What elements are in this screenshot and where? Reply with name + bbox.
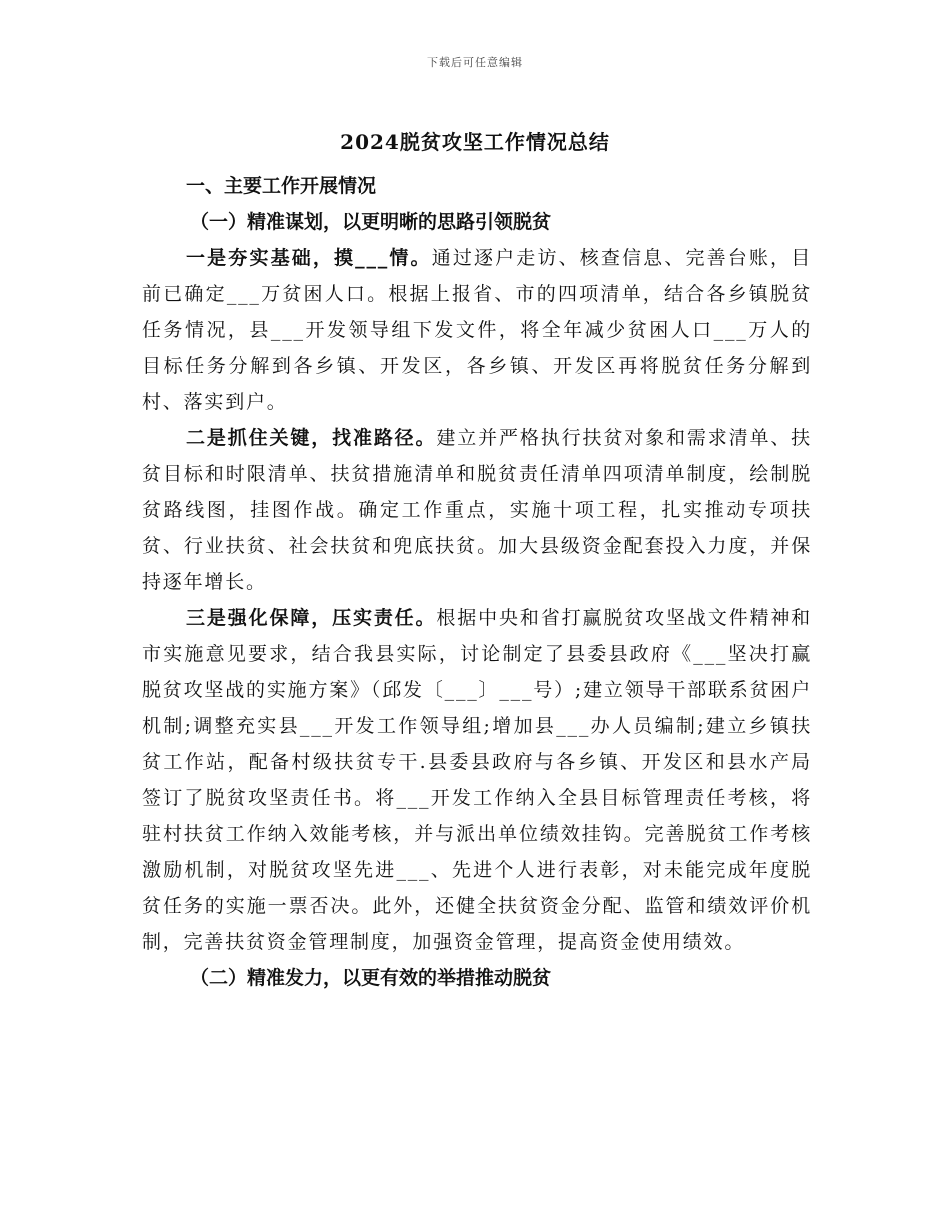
paragraph-2-text: 建立并严格执行扶贫对象和需求清单、扶贫目标和时限清单、扶贫措施清单和脱贫责任清单四项清单制度，绘制脱贫路线图，挂图作战。确定工作重点，实施十项工程，扎实推动专项扶贫、行业扶贫、社会扶贫和兜底扶贫。加大县级资金配套投入力度，并保持逐年增长。 — [142, 427, 812, 593]
paragraph-3-text: 根据中央和省打赢脱贫攻坚战文件精神和市实施意见要求，结合我县实际，讨论制定了县委县政府《___坚决打赢脱贫攻坚战的实施方案》（邱发〔___〕___号）;建立领导干部联系贫困户机制;调整充实县___开发工作领导组;增加县___办人员编制;建立乡镇扶贫工作站，配备村级扶贫专干.县委县政府与各乡镇、开发区和县水产局签订了脱贫攻坚责任书。将___开发工作纳入全县目标管理责任考核，将驻村扶贫工作纳入效能考核，并与派出单位绩效挂钩。完善脱贫工作考核激励机制，对脱贫攻坚先进___、先进个人进行表彰，对未能完成年度脱贫任务的实施一票否决。此外，还健全扶贫资金分配、监管和绩效评价机制，完善扶贫资金管理制度，加强资金管理，提高资金使用绩效。 — [142, 607, 812, 953]
subsection-heading-1: （一）精准谋划，以更明晰的思路引领脱贫 — [190, 211, 552, 233]
header-note: 下载后可任意编辑 — [427, 56, 523, 69]
paragraph-3-lead: 三是强化保障，压实责任。 — [186, 607, 437, 629]
paragraph-3 — [142, 600, 812, 960]
section-heading-1: 一、主要工作开展情况 — [186, 175, 377, 197]
document-body — [142, 168, 812, 996]
subsection-heading-2: （二）精准发力，以更有效的举措推动脱贫 — [190, 967, 552, 989]
paragraph-1 — [142, 240, 812, 420]
paragraph-1-text: 通过逐户走访、核查信息、完善台账，目前已确定___万贫困人口。根据上报省、市的四项清单，结合各乡镇脱贫任务情况，县___开发领导组下发文件，将全年减少贫困人口___万人的目标任务分解到各乡镇、开发区，各乡镇、开发区再将脱贫任务分解到村、落实到户。 — [142, 247, 813, 413]
paragraph-2 — [142, 420, 812, 600]
document-title: 2024脱贫攻坚工作情况总结 — [340, 130, 610, 154]
paragraph-2-lead: 二是抓住关键，找准路径。 — [186, 427, 437, 449]
paragraph-1-lead: 一是夯实基础，摸___情。 — [186, 247, 432, 269]
